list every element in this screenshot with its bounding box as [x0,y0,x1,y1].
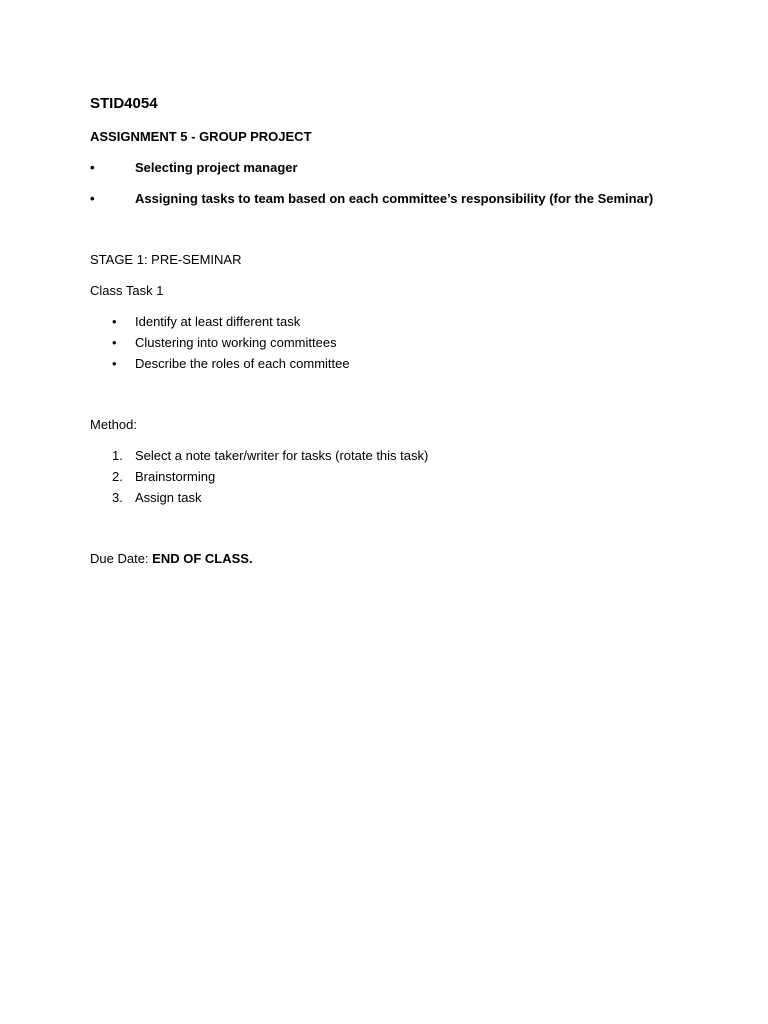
bullet-marker: • [112,314,117,329]
due-date-value: END OF CLASS. [152,551,253,566]
due-date [90,550,253,568]
list-item-text: Brainstorming [135,469,216,484]
bullet-marker: • [90,191,95,206]
list-item-text: Clustering into working committees [135,335,337,350]
list-item-text: Select a note taker/writer for tasks (rotate this task) [135,448,429,463]
class-task-title: Class Task 1 [90,283,164,298]
number-marker: 1. [112,448,123,463]
method-label: Method: [90,417,137,432]
list-item-text: Assign task [135,490,202,505]
number-marker: 3. [112,490,123,505]
list-item-text: Describe the roles of each committee [135,356,350,371]
bullet-marker: • [112,356,117,371]
bullet-marker: • [90,160,95,175]
bullet-marker: • [112,335,117,350]
assignment-title: ASSIGNMENT 5 - GROUP PROJECT [90,129,312,144]
due-date-label: Due Date: [90,551,153,566]
list-item-text: Identify at least different task [135,314,301,329]
number-marker: 2. [112,469,123,484]
stage-title: STAGE 1: PRE-SEMINAR [90,252,242,267]
course-code: STID4054 [90,95,158,112]
bullet-text: Assigning tasks to team based on each committee’s responsibility (for the Seminar) [135,191,654,206]
bullet-text: Selecting project manager [135,160,298,175]
